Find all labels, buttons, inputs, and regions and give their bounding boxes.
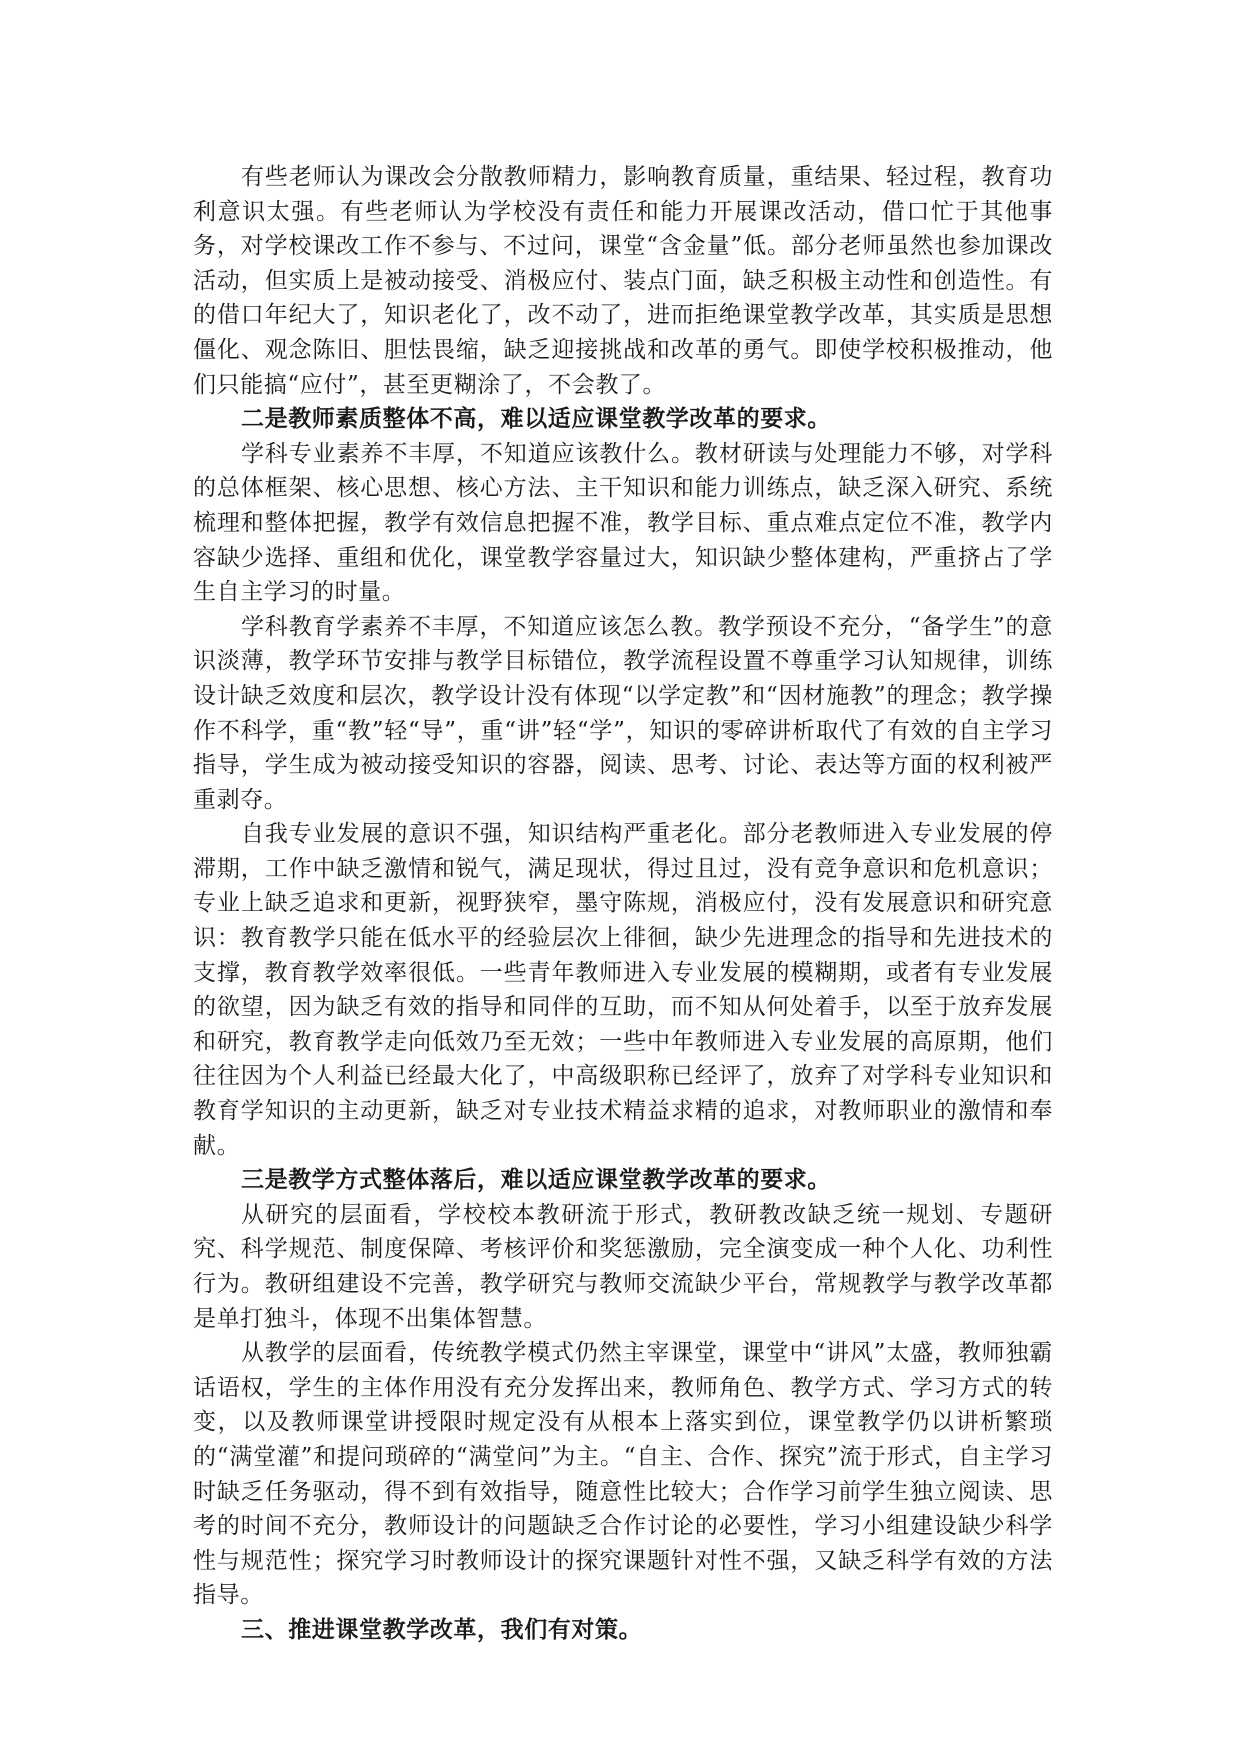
section-heading-teaching-methods: 三是教学方式整体落后，难以适应课堂教学改革的要求。 <box>241 1166 831 1194</box>
paragraph-teacher-attitudes: 有些老师认为课改会分散教师精力，影响教育质量，重结果、轻过程，教育功利意识太强。有些老师认为学校没有责任和能力开展课改活动，借口忙于其他事务，对学校课改工作不参与、不过问，课堂“含金量”低。部分老师虽然也参加课改活动，但实质上是被动接受、消极应付、装点门面，缺乏积极主动性和创造性。有的借口年纪大了，知识老化了，改不动了，进而拒绝课堂教学改革，其实质是思想僵化、观念陈旧、胆怯畏缩，缺乏迎接挑战和改革的勇气。即使学校积极推动，他们只能搞“应付”，甚至更糊涂了，不会教了。 <box>193 164 1053 398</box>
paragraph-subject-literacy: 学科专业素养不丰厚，不知道应该教什么。教材研读与处理能力不够，对学科的总体框架、核心思想、核心方法、主干知识和能力训练点，缺乏深入研究、系统梳理和整体把握，教学有效信息把握不准，教学目标、重点难点定位不准，教学内容缺少选择、重组和优化，课堂教学容量过大，知识缺少整体建构，严重挤占了学生自主学习的时量。 <box>193 440 1053 606</box>
paragraph-professional-development: 自我专业发展的意识不强，知识结构严重老化。部分老教师进入专业发展的停滞期，工作中缺乏激情和锐气，满足现状，得过且过，没有竞争意识和危机意识；专业上缺乏追求和更新，视野狭窄，墨守陈规，消极应付，没有发展意识和研究意识：教育教学只能在低水平的经验层次上徘徊，缺少先进理念的指导和先进技术的支撑，教育教学效率很低。一些青年教师进入专业发展的模糊期，或者有专业发展的欲望，因为缺乏有效的指导和同伴的互助，而不知从何处着手，以至于放弃发展和研究，教育教学走向低效乃至无效；一些中年教师进入专业发展的高原期，他们往往因为个人利益已经最大化了，中高级职称已经评了，放弃了对学科专业知识和教育学知识的主动更新，缺乏对专业技术精益求精的追求，对教师职业的激情和奉献。 <box>193 821 1053 1159</box>
document-page <box>193 160 1053 1648</box>
section-heading-countermeasures: 三、推进课堂教学改革，我们有对策。 <box>241 1615 643 1643</box>
section-heading-teacher-quality: 二是教师素质整体不高，难以适应课堂教学改革的要求。 <box>241 405 831 433</box>
paragraph-teaching-level: 从教学的层面看，传统教学模式仍然主宰课堂，课堂中“讲风”太盛，教师独霸话语权，学生的主体作用没有充分发挥出来，教师角色、教学方式、学习方式的转变，以及教师课堂讲授限时规定没有从根本上落实到位，课堂教学仍以讲析繁琐的“满堂灌”和提问琐碎的“满堂问”为主。“自主、合作、探究”流于形式，自主学习时缺乏任务驱动，得不到有效指导，随意性比较大；合作学习前学生独立阅读、思考的时间不充分，教师设计的问题缺乏合作讨论的必要性，学习小组建设缺少科学性与规范性；探究学习时教师设计的探究课题针对性不强，又缺乏科学有效的方法指导。 <box>193 1340 1053 1609</box>
paragraph-research-level: 从研究的层面看，学校校本教研流于形式，教研教改缺乏统一规划、专题研究、科学规范、制度保障、考核评价和奖惩激励，完全演变成一种个人化、功利性行为。教研组建设不完善，教学研究与教师交流缺少平台，常规教学与教学改革都是单打独斗，体现不出集体智慧。 <box>193 1201 1053 1332</box>
paragraph-pedagogy-literacy: 学科教育学素养不丰厚，不知道应该怎么教。教学预设不充分，“备学生”的意识淡薄，教学环节安排与教学目标错位，教学流程设置不尊重学习认知规律，训练设计缺乏效度和层次，教学设计没有体现“以学定教”和“因材施教”的理念；教学操作不科学，重“教”轻“导”，重“讲”轻“学”，知识的零碎讲析取代了有效的自主学习指导，学生成为被动接受知识的容器，阅读、思考、讨论、表达等方面的权利被严重剥夺。 <box>193 613 1053 813</box>
